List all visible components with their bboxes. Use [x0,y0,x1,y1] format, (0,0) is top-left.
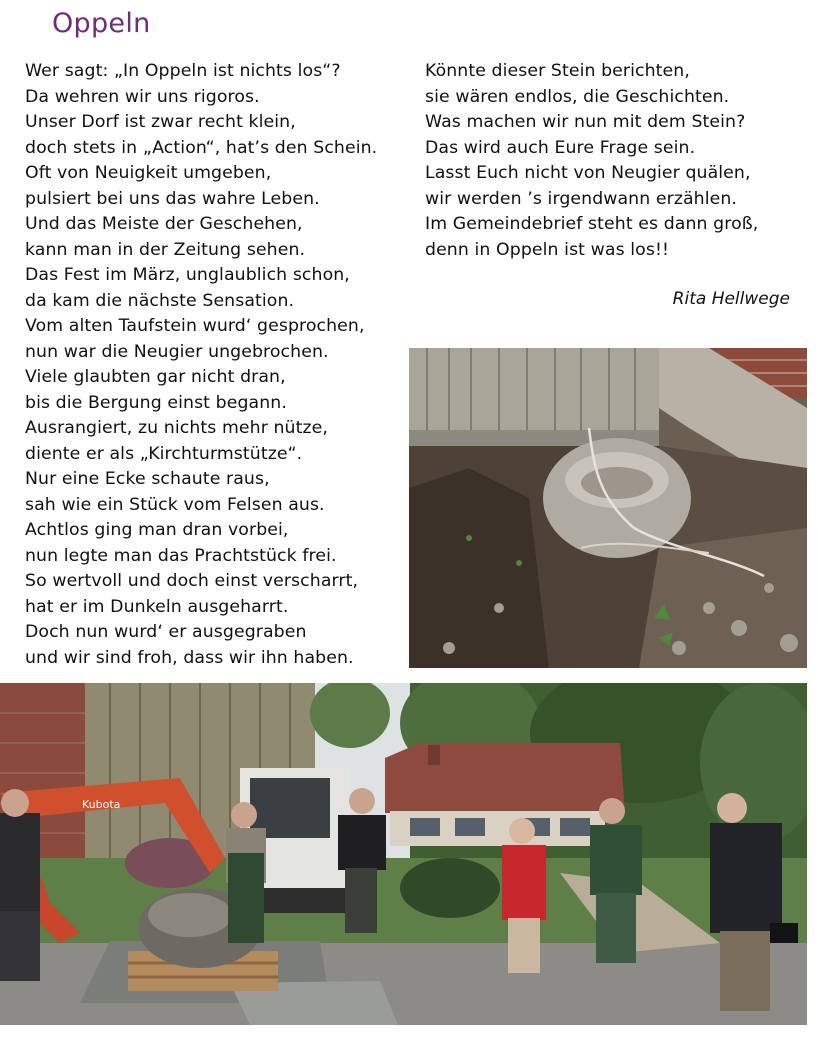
poem-line: Doch nun wurd‘ er ausgegraben [25,622,307,642]
poem-line: sah wie ein Stück vom Felsen aus. [25,494,325,515]
poem-line: bis die Bergung einst begann. [25,392,287,413]
page-title: Oppeln [52,8,151,39]
poem-line: Nur eine Ecke schaute raus, [25,469,270,489]
group-photo-illustration [0,683,807,1025]
poem-line: nun legte man das Prachtstück frei. [25,545,337,566]
poem-line: Viele glaubten gar nicht dran, [25,367,286,387]
poem-line: denn in Oppeln ist was los!! [425,239,669,260]
poem-line: Im Gemeindebrief steht es dann groß, [425,214,759,234]
poem-line: Das wird auch Eure Frage sein. [425,137,696,158]
poem-author: Rita Hellwege [672,289,790,309]
poem-line: Und das Meiste der Geschehen, [25,214,303,234]
poem-line: Oft von Neuigkeit umgeben, [25,163,272,183]
poem-line: sie wären endlos, die Geschichten. [425,86,730,107]
svg-text:Kubota: Kubota [82,798,121,811]
poem-line: doch stets in „Action“, hat’s den Schein. [25,137,378,158]
poem-line: Ausrangiert, zu nichts mehr nütze, [25,418,328,438]
stone-photo [409,348,807,668]
poem-left-column [25,59,377,671]
stone-photo-illustration [409,348,807,668]
poem-line: Könnte dieser Stein berichten, [425,61,690,81]
poem-line: da kam die nächste Sensation. [25,290,295,311]
group-photo [0,683,807,1025]
poem-line: Achtlos ging man dran vorbei, [25,520,289,540]
poem-line: hat er im Dunkeln ausgeharrt. [25,596,289,617]
poem-line: diente er als „Kirchturmstütze“. [25,443,303,464]
poem-line: Lasst Euch nicht von Neugier quälen, [425,163,751,183]
poem-line: Wer sagt: „In Oppeln ist nichts los“? [25,61,341,81]
poem-line: Vom alten Taufstein wurd‘ gesprochen, [25,316,365,336]
poem-line: Unser Dorf ist zwar recht klein, [25,112,296,132]
poem-line: Da wehren wir uns rigoros. [25,86,260,107]
poem-line: Was machen wir nun mit dem Stein? [425,112,746,132]
poem-line: So wertvoll und doch einst verscharrt, [25,571,359,591]
poem-line: wir werden ’s irgendwann erzählen. [425,188,738,209]
poem-line: kann man in der Zeitung sehen. [25,239,306,260]
poem-line: und wir sind froh, dass wir ihn haben. [25,647,354,668]
poem-line: Das Fest im März, unglaublich schon, [25,265,350,285]
poem-line: pulsiert bei uns das wahre Leben. [25,188,320,209]
poem-line: nun war die Neugier ungebrochen. [25,341,329,362]
poem-right-column [425,59,758,263]
